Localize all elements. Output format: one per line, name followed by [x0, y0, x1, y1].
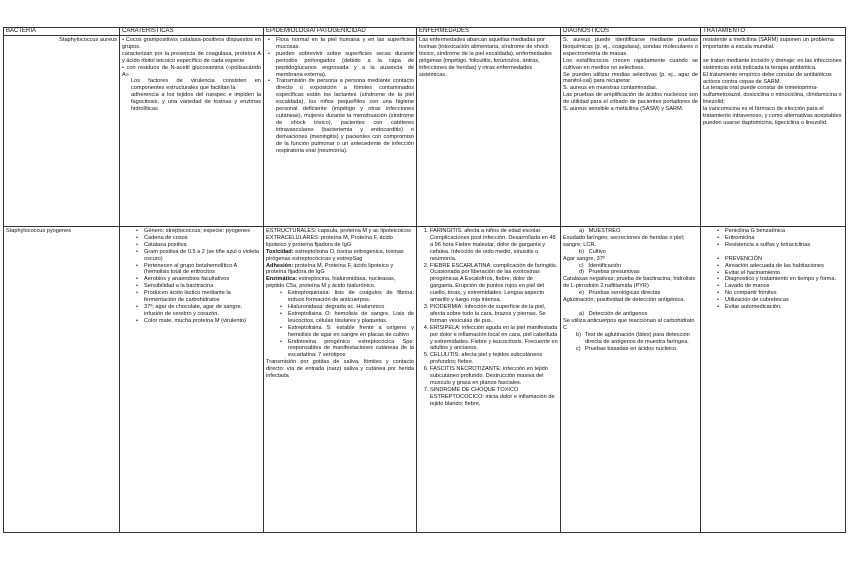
list-item: 3. PIODERMIA: infección de superficie de la piel, afecta sobre todo la cara, brazos y piernas. Se forman vesículas de pus.: [430, 304, 558, 325]
list-item: 7. SINDROME DE CHOQUE TOXICO ESTREPTOCOCICO: inicia dolor e inflamación de tejido blando; fiebre,: [430, 387, 558, 408]
list-item: • Aerobios y anaerobios facultativos: [144, 276, 261, 283]
list-item: 2. FIEBRE ESCARLATINA: complicación de faringitis. Ocasionada por liberación de las exotoxinas pirogénicas A Escalofríos, fiebre, dolor de garganta. Erupción de puntos rojos en piel del cuello, tórax, y extremidades. Lengua aspecto amarillo y luego roja intensa.: [430, 263, 558, 304]
list-item: • Producen ácido láctico mediante la fermentación de carbohidratos: [144, 290, 261, 304]
table-row: [4, 36, 846, 227]
list-item: • Género: streptococcus; especie: pyogenes: [144, 228, 261, 235]
list-item: • Diagnostico y tratamiento en tiempo y forma.: [725, 276, 843, 283]
list-item: • PREVENCIÓN: [725, 256, 843, 263]
list-item: • Pertenecen al grupo betahemolítico A (hemolisis total de eritrocitos: [144, 263, 261, 277]
list-item: S. aureus puede identificarse mediante pruebas bioquímicas (p. ej., coagulasa), sondas moleculares o espectrometría de masas.: [563, 37, 698, 57]
list-item: Se pueden utilizar medias selectivas (p. ej., agar de manitol-sal) para recuperar: [563, 71, 698, 85]
tratamiento-cell: [701, 227, 846, 533]
list-item: c) Identificación: [579, 262, 621, 269]
bacteria-name: Staphylococcus aureus: [59, 37, 117, 43]
list-item: Los estafilococos crecen rápidamente cuando se cultivan en medios no selectivos.: [563, 57, 698, 71]
header-diagnosticos: DIAGNOSTICOS: [561, 28, 701, 36]
list-item: Transmisión por gotitas de saliva, fómites y contacto directo: vía de entrada (narz) saliva y cutánea por herida infectada: [266, 359, 414, 380]
list-item: a) MUESTREO: [579, 228, 621, 234]
diagnosticos-cell: [561, 36, 701, 227]
list-item: • Cadena de cosos: [144, 235, 261, 242]
list-item: Aglutinación; positividad de detección antigénica.: [563, 297, 685, 304]
list-item: • Resistencia a sulfas y tetraciclinas: [725, 242, 843, 249]
list-item: ESTRUCTURALES: capsula, proteína M y ac lipoteicoicos: [266, 228, 411, 234]
list-item: caracterizan por la presencia de coagulasa, proteína A y ácido ribitol teicoico específico de cada especie: [122, 50, 261, 64]
list-item: la vancomicina es el fármaco de elección para el tratamiento intravenoso, y como alternativas aceptables pueden usarse daptomicina, tigeciclina o linezolid.: [703, 106, 842, 126]
list-item: 6. FASCITIS NECROTIZANTE: infección en tejido subcutáneo profundo. Destrucción masiva del musculo y grasa en planos fasciales.: [430, 366, 558, 387]
list-item: Las pruebas de amplificación de ácidos nucleicos son de utilidad para el cribado de pacientes portadores de S. aureus sensible a meticilina (SASM) y SARM.: [563, 92, 698, 113]
caracteristicas-cell: [120, 36, 264, 227]
list-item: • Evitar automedicación.: [725, 304, 843, 311]
list-item: • Hialuronidasa: degrada ac. Hialuronico: [288, 304, 414, 311]
enfermedades-cell: [417, 227, 561, 533]
header-bacteria: BACTERIA: [4, 28, 120, 36]
list-item: Exudado faríngeo; secreciones de heridas o piel; sangre; LCR.: [563, 234, 685, 248]
list-item: b) Cultivo: [579, 248, 606, 255]
list-item: Enzimática: estreptocina, hialuronidasa, nucleasas, péptido C5a, proteína M y ácido hialurónico.: [266, 276, 396, 290]
list-item: Agar sangre, 37º: [563, 255, 605, 262]
list-item: d) Pruebas presuntivas: [579, 269, 640, 276]
table-row: [4, 227, 846, 533]
list-item: • Flora normal en la piel humana y en las superficies mucosas.: [276, 37, 414, 51]
header-enfermedades: ENFERMEDADES: [417, 28, 561, 36]
list-item: S. aureus en muestras contaminadas.: [563, 85, 658, 92]
header-epidemiologia: EPIDEMIOLOGIA/ PATOGENICIDAD: [264, 28, 417, 36]
list-item: adherencia a los tejidos del ruespec e impiden la fagocitosis, y una variedad de toxinas y enzimas hidrolíticas: [131, 92, 261, 113]
list-item: • Estreptoquinasa: lisis de coágulos de fibrina; induce formación de anticuerpos.: [288, 290, 414, 304]
list-item: Catalasas negativas; prueba de bacitracina; hidrolisis de L-pirrodolin 2 naftilamida (PYR): [563, 276, 696, 290]
list-item: Los factores de virulencia consisten en componentes estructurales que facilitan la: [131, 78, 261, 92]
header-tratamiento: TRATAMIENTO: [701, 28, 846, 36]
list-item: Toxicidad: estreptolisina O, toxina eritrogenica, toxinas pirógenas estreptocócicas y estrepSag: [266, 248, 404, 262]
bacteria-name: Staphylococcus pyogenes: [6, 228, 71, 234]
list-item: resistente a meticilina (SARM) suponen un problema importante a escala mundial.: [703, 37, 834, 50]
list-item: • Gram positiva de 0.5 a 2 (se tiñe azul o violeta oscuro): [144, 249, 261, 263]
list-item: • Utilización de cubrebocas: [725, 297, 843, 304]
list-item: • Cocos grampositivos catalasa-positivos dispuestos en grupos.: [122, 37, 261, 50]
list-item: • No compartir fómites: [725, 290, 843, 297]
list-item: 1. FARINGITIS: afecta a niños de edad escolar. Complicaciones post infección. Desarrollada en 48 a 96 hora Fiebre malestar, dolor de garganta y cefalea. Infección de oído medio, sinusitis o neumonía.: [430, 228, 558, 263]
list-item: • Eritromicina: [725, 235, 843, 242]
list-item: • con residuos de N-acetil glucosamina («polisacárido A»: [122, 64, 261, 78]
list-item: • Color mate, mucha proteína M (virulento): [144, 318, 261, 325]
list-item: • Catalasa positiva: [144, 242, 261, 249]
bacteria-name-cell: [4, 227, 120, 533]
enfermedades-cell: [417, 36, 561, 227]
list-item: Las enfermedades abarcan aquellas mediadas por toxinas (intoxicación alimentaria, síndrome de shock tóxico, síndrome de la piel escaldada), enfermedades piógenas (impétigo, foliculitis, forúnculos, ántrax, infecciones de heridas) y otras enfermedades sistémicas.: [419, 37, 552, 78]
bacteria-table: [3, 27, 846, 533]
list-item: • 37º; agar de chocolate, agar de sangre, infusión de cerebro y corazón.: [144, 304, 261, 318]
list-item: • Sensibilidad a la bacitracina: [144, 283, 261, 290]
list-item: • Estreptolisina O: hemolisis de sangre. Lisis de leucocitos, células tisulares y plaquetas.: [288, 311, 414, 325]
list-item: e) Pruebas serológicas directas: [579, 290, 661, 297]
list-item: Adhesión: proteína M, Proteína F, ácido lipoteico y proteína fijadora de IgG: [266, 262, 394, 276]
tratamiento-cell: [701, 36, 846, 227]
list-item: a) Detección de antígenos: [579, 310, 648, 317]
list-item: • Transmisión de persona a persona mediante contacto directo o exposición a fómites contaminados especificas están los lactantes (síndrome de la piel escaldada), los niños pequeñitos con una higiene personal deficiente (impétigo y otras infecciones cutáneas), mujeres durante la menstruación (síndrome de shock tóxico), pacientes con catéteres intravasculares (bacteriemia y endocarditis) o derivaciones (meningitis) y pacientes con compromiso de la función pulmonar o un antecedente de infección respiratoria viral (neumonía).: [276, 78, 414, 154]
list-item: se tratan mediante incisión y drenaje; en las infecciones sistémicas está indicada la terapia antibiótica.: [703, 57, 842, 71]
list-item: EXTRACELULARES: proteína M, Proteína F, ácido lipoteico y proteína fijadora de IgG: [266, 234, 393, 248]
list-item: • Evitar el hacinamiento: [725, 270, 843, 277]
header-row: [4, 28, 846, 36]
list-item: • pueden sobrevivir sobre superficies secas durante periodos prolongados (debido a la capa de peptidoglucanos engrosada y a la ausencia de membrana externa).: [276, 51, 414, 79]
list-item: El tratamiento empírico debe constar de antibióticos activos contra cepas de SARM.: [703, 71, 832, 85]
list-item: c) Pruebas basadas en ácidos nucleico.: [576, 345, 678, 352]
epidemiologia-cell: [264, 227, 417, 533]
list-item: • Penicilina G benzatínica: [725, 228, 843, 235]
epidemiologia-cell: [264, 36, 417, 227]
header-caracteristicas: CARATERISTICAS: [120, 28, 264, 36]
bacteria-name-cell: [4, 36, 120, 227]
list-item: • Endotoxina pirogénico estreptocócica Spe: responsables de manifestaciones cutáneas de la escarlatina: 7 serotipos: [288, 339, 414, 360]
list-item: 5. CELULITIS: afecta piel y tejidos subcutáneos profundos; fiebre.: [430, 352, 558, 366]
list-item: b) Test de aglutinación (látex) para detección directa de antígenos de muestra faríngea.: [576, 331, 690, 345]
list-item: 4. ERISIPELA: infección aguda en la piel manifestada por dolor e inflamación local en cara, piel cabelluda y extremidades. Fiebre y leucocitosis. Frecuente en adultos y ancianos.: [430, 325, 558, 353]
list-item: La terapia oral puede constar de trimetoprima-sulfametoxazol, doxiciclina o minociclina, clindamicina o linezolid;: [703, 85, 842, 106]
list-item: • Aireación adecuada de las habitaciones: [725, 263, 843, 270]
list-item: • Estreptolisina S: estable frente a oxígeno y hemolisis de agar en sangre en placas de cultivo: [288, 325, 414, 339]
diagnosticos-cell: [561, 227, 701, 533]
list-item: • Lavado de manos: [725, 283, 843, 290]
list-item: Se utiliza anticuerpos que reaccionan al carbohidrato C: [563, 317, 695, 331]
caracteristicas-cell: [120, 227, 264, 533]
